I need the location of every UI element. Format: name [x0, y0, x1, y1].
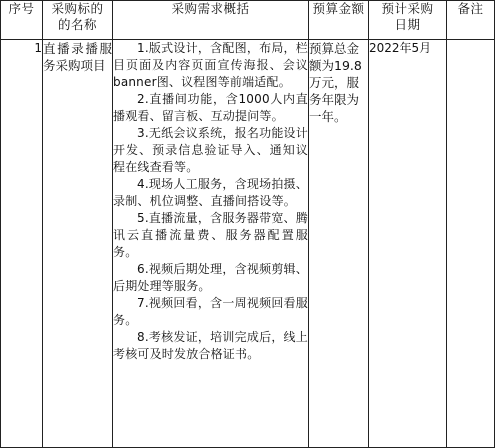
- cell-remarks: [447, 40, 495, 448]
- header-serial-number: 序号: [1, 1, 43, 40]
- cell-serial-number: 1: [1, 40, 43, 448]
- header-planned-date: 预计采购日期: [369, 1, 447, 40]
- requirement-item: 7.视频回看，含一周视频回看服务。: [113, 296, 308, 327]
- requirement-item: 3.无纸会议系统，报名功能设计开发、预录信息验证导入、通知议程在线查看等。: [113, 126, 308, 174]
- requirement-item: 4.现场人工服务，含现场拍摄、录制、机位调整、直播间搭设等。: [113, 177, 308, 208]
- requirement-item: 1.版式设计，含配图，布局，栏目页面及内容页面宣传海报、会议banner图、议程图等前端适配。: [113, 41, 308, 89]
- header-remarks: 备注: [447, 1, 495, 40]
- requirement-item: 5.直播流量，含服务器带宽、腾讯云直播流量费、服务器配置服务。: [113, 211, 308, 259]
- table-body: [1, 40, 495, 448]
- header-item-name: 采购标的的名称: [43, 1, 113, 40]
- cell-planned-date: 2022年5月: [369, 40, 447, 448]
- table-header: [1, 1, 495, 40]
- requirement-item: 6.视频后期处理，含视频剪辑、后期处理等服务。: [113, 262, 308, 293]
- requirement-item: 8.考核发证，培训完成后，线上考核可及时发放合格证书。: [113, 330, 308, 361]
- cell-item-name: 直播录播服务采购项目: [43, 40, 113, 448]
- header-budget: 预算金额: [309, 1, 369, 40]
- table-row: [1, 40, 495, 448]
- cell-budget: 预算总金额为19.8万元，服务年限为一年。: [309, 40, 369, 448]
- requirement-item: 2.直播间功能，含1000人内直播观看、留言板、互动提问等。: [113, 92, 308, 123]
- header-row: [1, 1, 495, 40]
- cell-requirements: [113, 40, 309, 448]
- header-requirements: 采购需求概括: [113, 1, 309, 40]
